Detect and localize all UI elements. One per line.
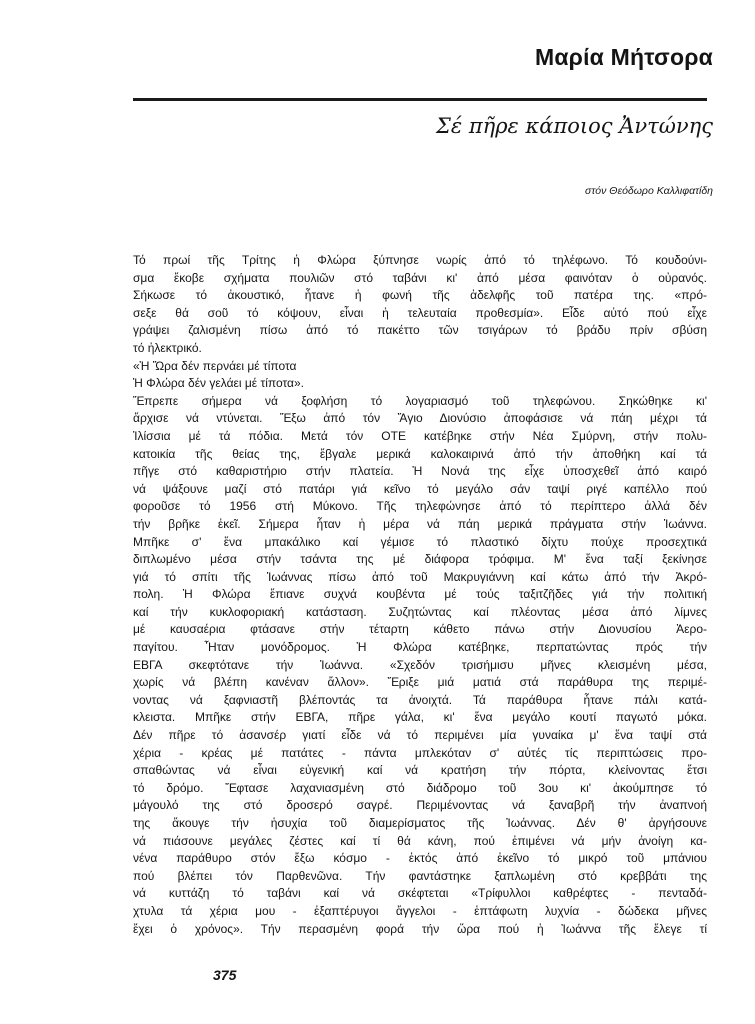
body-line: ΕΒΓΑ σκεφτότανε τήν Ἰωάννα. «Σχεδόν τρισήμισυ μῆνες κλεισμένη μέσα, [133, 657, 707, 672]
body-line: ἄρχισε νά ντύνεται. Ἔξω ἀπό τόν Ἅγιο Διονύσιο ἀποφάσισε νά πάη μέχρι τά [133, 411, 707, 426]
body-line: κλειστα. Μπῆκε στήν ΕΒΓΑ, πῆρε γάλα, κι' ἕνα μεγάλο κουτί παγωτό μόκα. [133, 710, 707, 725]
body-line: χτυλα τά χέρια μου - ἐξαπτέρυγοι ἄγγελοι - ἑπτάφωτη λυχνία - δώδεκα μῆνες [133, 903, 707, 918]
body-line: φοροῦσε τό 1956 στή Μύκονο. Τῆς τηλεφώνησε ἀπό τό περίπτερο ἀλλά δέν [133, 499, 707, 514]
body-line: νά ψάξουνε μαζί στό πατάρι γιά κεῖνο τό μεγάλο σάν ταψί ριγέ καπέλλο πού [133, 481, 707, 496]
body-line: Δέν πῆρε τό ἀσανσέρ γιατί εἶδε νά τό περιμένει μία γυναίκα μ' ἕνα ταψί στά [133, 728, 707, 743]
body-line: Σήκωσε τό ἀκουστικό, ἦτανε ἡ φωνή τῆς ἀδελφῆς τοῦ πατέρα της. «πρό- [133, 288, 707, 303]
body-line: τήν βρῆκε ἐκεῖ. Σήμερα ἦταν ἡ μέρα νά πάη μερικά πράγματα στήν Ἰωάννα. [133, 516, 707, 531]
body-line: χωρίς νά βλέπη κανέναν ἄλλον». Ἔριξε μιά ματιά στά παράθυρα της περιμέ- [133, 675, 707, 690]
body-line: πολη. Ἡ Φλώρα ἔπιανε συχνά κουβέντα μέ τούς ταξιτζῆδες γιά τήν πολιτική [133, 587, 707, 602]
dedication: στόν Θεόδωρο Καλλιφατίδη [585, 185, 713, 197]
story-title: Σέ πῆρε κάποιος Ἀντώνης [436, 114, 713, 138]
body-line: πῆγε στό καθαριστήριο στήν πλατεία. Ἡ Νονά της εἶχε ὑποσχεθεῖ ἀπό καιρό [133, 464, 707, 479]
body-line: σπαθώντας νά εἶναι εὐγενική καί νά κρατήση τήν πόρτα, κλείνοντας ἔτσι [133, 763, 707, 778]
body-line: της ἄκουγε τήν ἡσυχία τοῦ διαμερίσματος τῆς Ἰωάννας. Δέν θ' ἀργήσουνε [133, 816, 707, 830]
body-line: νά πιάσουνε μεγάλες ζέστες καί τί θά κάνη, πού ἐπιμένει νά μήν ἀνοίγη κα- [133, 833, 707, 848]
body-line: νένα παράθυρο στόν ἔξω κόσμο - ἐκτός ἀπό ἐκεῖνο τό μικρό τοῦ μπάνιου [133, 851, 707, 866]
body-line: χέρια - κρέας μέ πατάτες - πάντα μπλεκόταν σ' αὐτές τίς περιπτώσεις προ- [133, 745, 707, 760]
body-line: παγίτου. Ἦταν μονόδρομος. Ἡ Φλώρα κατέβηκε, περπατώντας πρός τήν [133, 640, 707, 655]
body-line: Ἰλίσσια μέ τά πόδια. Μετά τόν ΟΤΕ κατέβηκε στήν Νέα Σμύρνη, στήν πολυ- [133, 428, 707, 443]
body-line: τό δρόμο. Ἔφτασε λαχανιασμένη στό διάδρομο τοῦ 3ου κι' ἀκούμπησε τό [133, 780, 707, 795]
body-line: μέ καυσαέρια φτάσανε στήν τέταρτη κάθετο πάνω στήν Διονυσίου Ἀερο- [133, 622, 707, 637]
body-line: «Ἡ Ὥρα δέν περνάει μέ τίποτα [133, 358, 297, 373]
body-line: ἔχει ὁ χρόνος». Τήν περασμένη φορά τήν ὥρα πού ἡ Ἰωάννα τῆς ἔλεγε τί [133, 921, 707, 936]
body-line: νά κυττάζη τό ταβάνι καί νά σκέφτεται «Τρίφυλλοι καθρέφτες - πενταδά- [133, 886, 707, 901]
body-line: σμα ἔκοβε σχήματα πουλιῶν στό ταβάνι κι' ἀπό μέσα φαινόταν ὁ οὐρανός. [133, 270, 707, 285]
body-line: καί τήν κυκλοφοριακή κατάσταση. Συζητώντας καί πλέοντας μέσα ἀπό λίμνες [133, 604, 707, 619]
body-line: Ἡ Φλώρα δέν γελάει μέ τίποτα». [133, 376, 304, 391]
page-number: 375 [213, 967, 237, 983]
body-text [133, 252, 707, 938]
body-line: τό ἠλεκτρικό. [133, 340, 202, 355]
body-line: Τό πρωί τῆς Τρίτης ἡ Φλώρα ξύπνησε νωρίς ἀπό τό τηλέφωνο. Τό κουδούνι- [133, 253, 707, 267]
body-line: Ἔπρεπε σήμερα νά ξοφλήση τό λογαριασμό τοῦ τηλεφώνου. Σηκώθηκε κι' [133, 393, 707, 408]
body-line: πού βλέπει τόν Παρθενῶνα. Τήν φαντάστηκε ξαπλωμένη στό κρεββάτι της [133, 868, 707, 883]
body-line: διπλωμένο μέσα στήν τσάντα της μέ διάφορα τρόφιμα. Μ' ἕνα ταξί ξεκίνησε [133, 552, 707, 567]
body-line: Μπῆκε σ' ἕνα μπακάλικο καί γέμισε τό πλαστικό δίχτυ πούχε προσεχτικά [133, 534, 707, 549]
body-line: νοντας νά ξαφνιαστῆ βλέποντάς τα ἀνοιχτά. Τά παράθυρα ἦτανε πάλι κατά- [133, 692, 707, 707]
author-name: Μαρία Μήτσορα [534, 44, 713, 70]
header-rule [133, 98, 707, 101]
body-line: γράψει ζαλισμένη πίσω ἀπό τό πακέττο τῶν τσιγάρων τό βράδυ πρίν σβύση [133, 323, 707, 338]
body-line: γιά τό σπίτι τῆς Ἰωάννας πίσω ἀπό τοῦ Μακρυγιάννη καί κάτω ἀπό τήν Ἀκρό- [133, 569, 707, 584]
body-line: μάγουλό της στό δροσερό σαγρέ. Περιμένοντας νά ξαναβρῆ τήν ἀναπνοή [133, 798, 707, 813]
body-line: σεξε θά σοῦ τό κόψουν, εἶναι ἡ τελευταία προθεσμία». Εἶδε αὐτό πού εἶχε [133, 305, 707, 320]
body-line: κατοικία τῆς θείας της, ἔβγαλε μερικά καλοκαιρινά ἀπό τήν ἀποθήκη καί τά [133, 446, 707, 461]
